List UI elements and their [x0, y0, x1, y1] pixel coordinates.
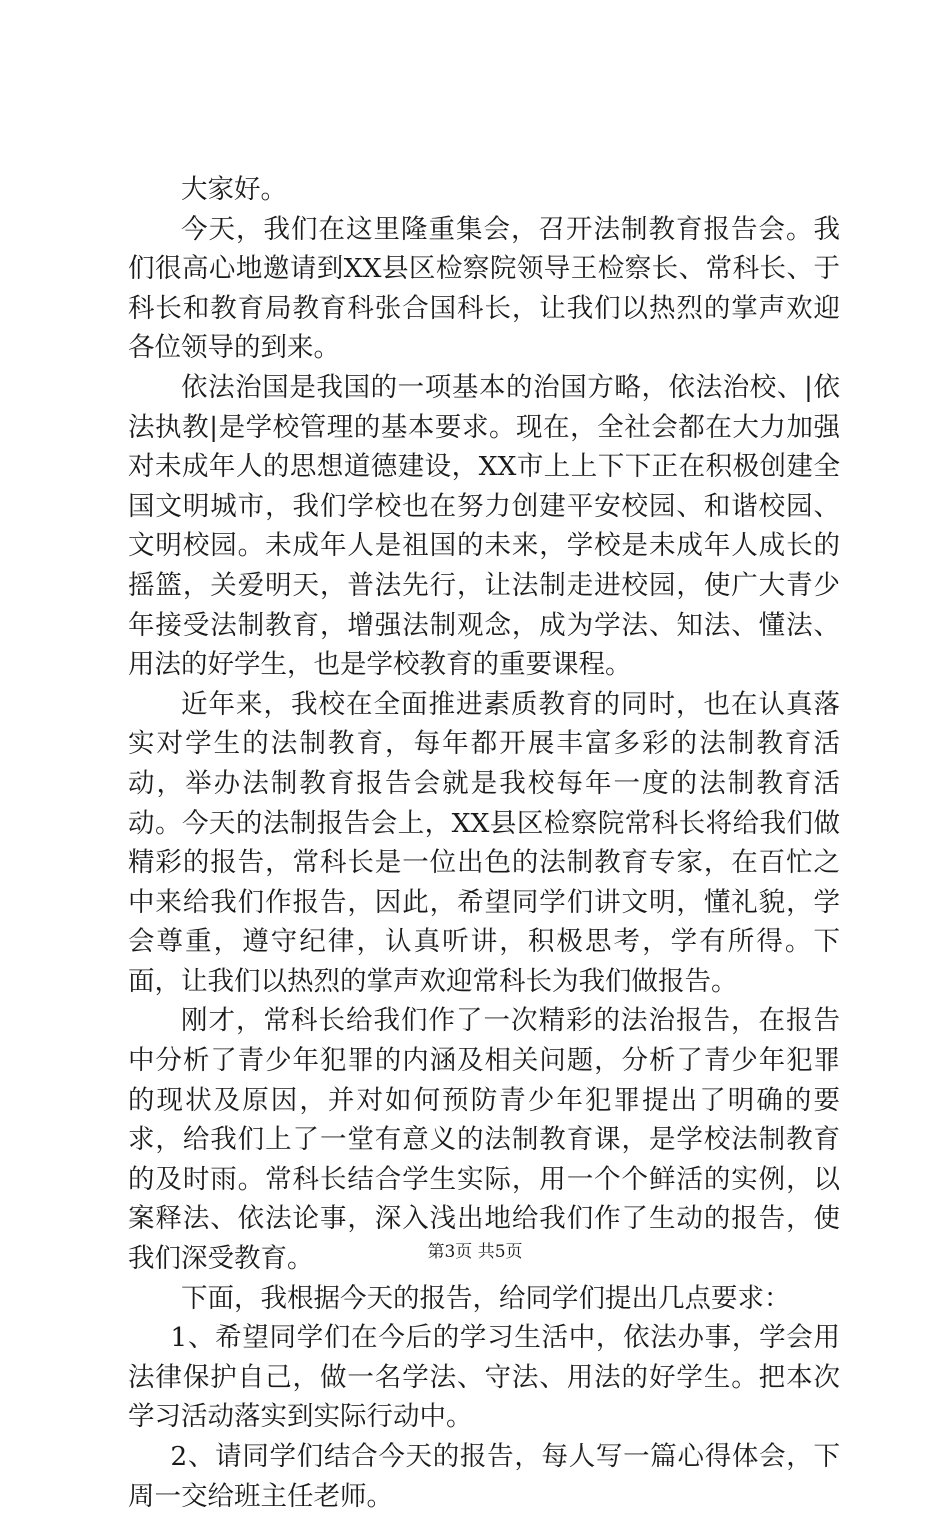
- document-body: [128, 170, 840, 1516]
- list-item-requirement-1: 1、希望同学们在今后的学习生活中，依法办事，学会用法律保护自己，做一名学法、守法、用法的好学生。把本次学习活动落实到实际行动中。: [128, 1322, 840, 1433]
- paragraph-rule-of-law: 依法治国是我国的一项基本的治国方略，依法治校、|依法执教|是学校管理的基本要求。现在，全社会都在大力加强对未成年人的思想道德建设，XX市上上下下正在积极创建全国文明城市，我们学校也在努力创建平安校园、和谐校园、文明校园。未成年人是祖国的未来，学校是未成年人成长的摇篮，关爱明天，普法先行，让法制走进校园，使广大青少年接受法制教育，增强法制观念，成为学法、知法、懂法、用法的好学生，也是学校教育的重要课程。: [128, 371, 840, 681]
- paragraph-summary: 刚才，常科长给我们作了一次精彩的法治报告，在报告中分析了青少年犯罪的内涵及相关问题，分析了青少年犯罪的现状及原因，并对如何预防青少年犯罪提出了明确的要求，给我们上了一堂有意义的法制教育课，是学校法制教育的及时雨。常科长结合学生实际，用一个个鲜活的实例，以案释法、依法论事，深入浅出地给我们作了生动的报告，使我们深受教育。: [128, 1005, 840, 1275]
- page-number-footer: 第3页 共5页: [427, 1242, 523, 1262]
- list-item-requirement-2: 2、请同学们结合今天的报告，每人写一篇心得体会，下周一交给班主任老师。: [128, 1441, 840, 1512]
- paragraph-recent-years: 近年来，我校在全面推进素质教育的同时，也在认真落实对学生的法制教育，每年都开展丰富多彩的法制教育活动，举办法制教育报告会就是我校每年一度的法制教育活动。今天的法制报告会上，XX县区检察院常科长将给我们做精彩的报告，常科长是一位出色的法制教育专家，在百忙之中来给我们作报告，因此，希望同学们讲文明，懂礼貌，学会尊重，遵守纪律，认真听讲，积极思考，学有所得。下面，让我们以热烈的掌声欢迎常科长为我们做报告。: [128, 688, 840, 997]
- paragraph-requirements-intro: 下面，我根据今天的报告，给同学们提出几点要求：: [181, 1282, 791, 1314]
- paragraph-welcome: 今天，我们在这里隆重集会，召开法制教育报告会。我们很高心地邀请到XX县区检察院领导王检察长、常科长、于科长和教育局教育科张合国科长，让我们以热烈的掌声欢迎各位领导的到来。: [128, 213, 840, 364]
- paragraph-greeting: 大家好。: [181, 174, 287, 205]
